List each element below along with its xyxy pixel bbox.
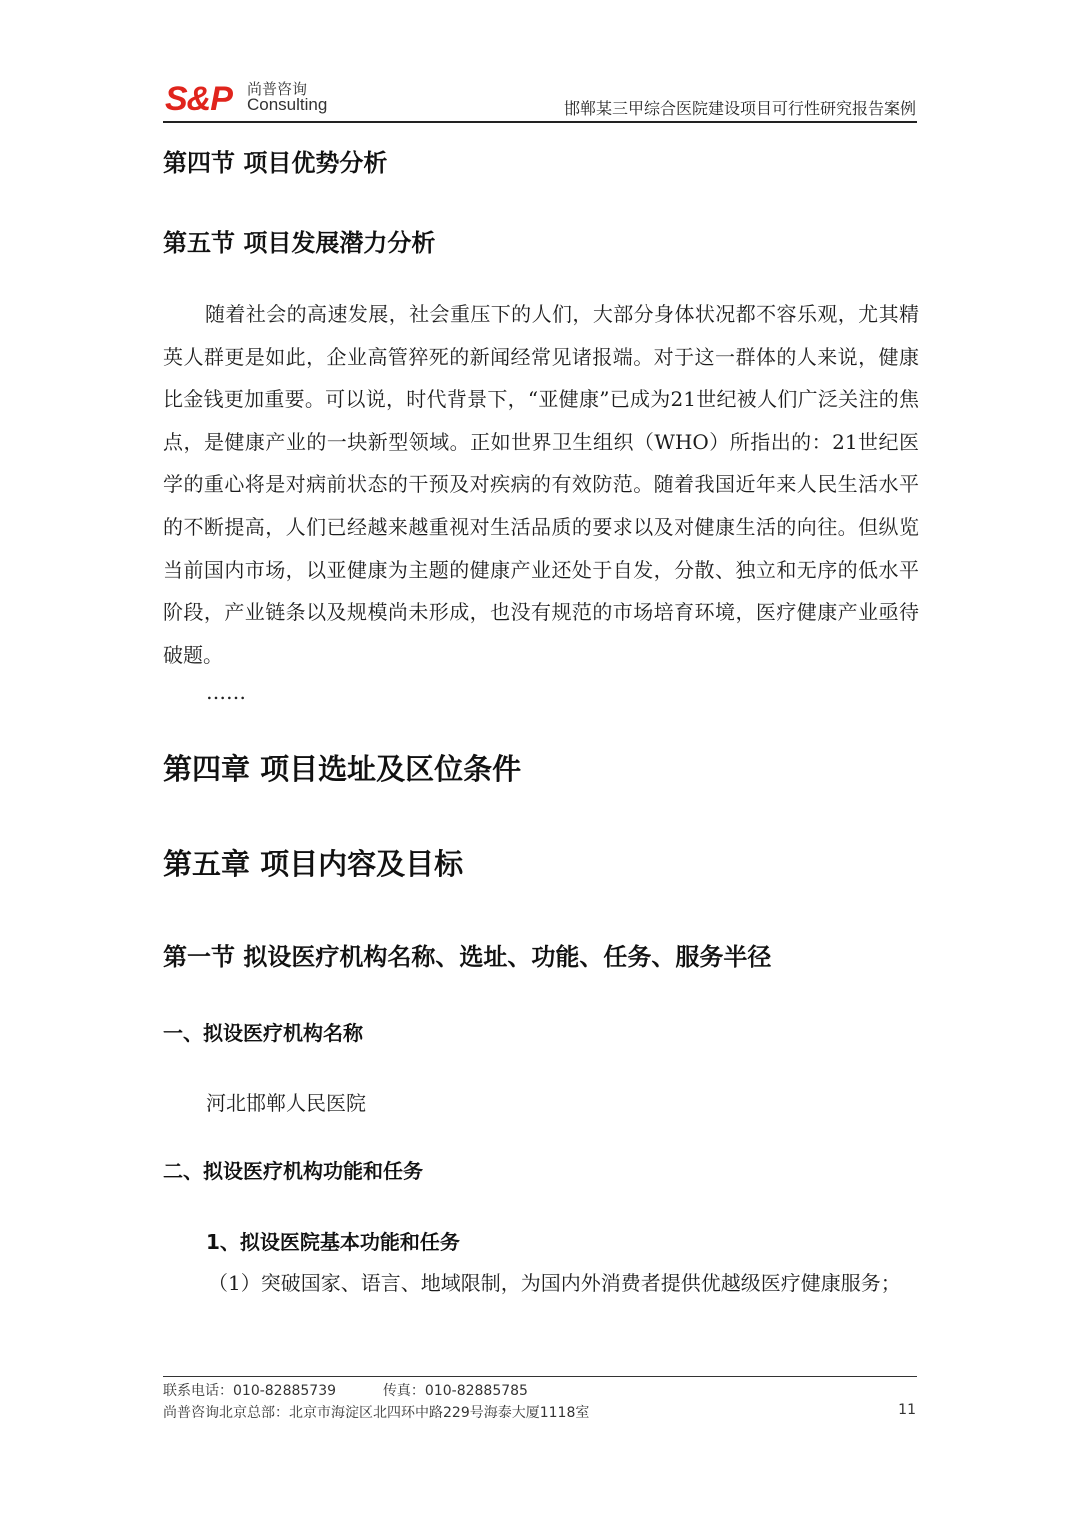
footer-contact-line <box>163 1380 528 1400</box>
chapter-4-title: 第四章 项目选址及区位条件 <box>163 752 522 786</box>
section-4-title: 第四节 项目优势分析 <box>163 149 388 177</box>
item-1-title: 1、拟设医院基本功能和任务 <box>206 1230 460 1254</box>
item-1-paragraph: （1）突破国家、语言、地域限制，为国内外消费者提供优越级医疗健康服务； <box>208 1271 901 1295</box>
subsection-2-title: 二、拟设医疗机构功能和任务 <box>163 1159 423 1183</box>
institution-name: 河北邯郸人民医院 <box>206 1091 366 1115</box>
section-5-title: 第五节 项目发展潜力分析 <box>163 229 436 257</box>
subsection-1-title: 一、拟设医疗机构名称 <box>163 1021 363 1045</box>
footer-fax: 传真：010-82885785 <box>382 1383 528 1399</box>
logo-mark: S&P <box>165 80 232 118</box>
chapter-5-section-1-title: 第一节 拟设医疗机构名称、选址、功能、任务、服务半径 <box>163 943 772 971</box>
logo-chinese-name: 尚普咨询 <box>247 80 308 98</box>
footer-address: 尚普咨询北京总部：北京市海淀区北四环中路229号海泰大厦1118室 <box>163 1405 590 1421</box>
logo-english-name: Consulting <box>247 95 328 114</box>
footer-divider <box>163 1376 917 1377</box>
page-number: 11 <box>898 1402 916 1418</box>
chapter-5-title: 第五章 项目内容及目标 <box>163 847 464 881</box>
footer-phone: 联系电话：010-82885739 <box>163 1383 337 1399</box>
header-document-title: 邯郸某三甲综合医院建设项目可行性研究报告案例 <box>563 99 916 118</box>
ellipsis: …… <box>206 680 246 704</box>
company-logo <box>165 78 345 118</box>
section-5-paragraph: 随着社会的高速发展，社会重压下的人们，大部分身体状况都不容乐观，尤其精英人群更是如此，企业高管猝死的新闻经常见诸报端。对于这一群体的人来说，健康比金钱更加重要。可以说，时代背景下，“亚健康”已成为21世纪被人们广泛关注的焦点，是健康产业的一块新型领域。正如世界卫生组织（WHO）所指出的：21世纪医学的重心将是对病前状态的干预及对疾病的有效防范。随着我国近年来人民生活水平的不断提高，人们已经越来越重视对生活品质的要求以及对健康生活的向往。但纵览当前国内市场，以亚健康为主题的健康产业还处于自发，分散、独立和无序的低水平阶段，产业链条以及规模尚未形成，也没有规范的市场培育环境，医疗健康产业亟待破题。 <box>163 302 919 667</box>
header-divider <box>163 121 917 123</box>
